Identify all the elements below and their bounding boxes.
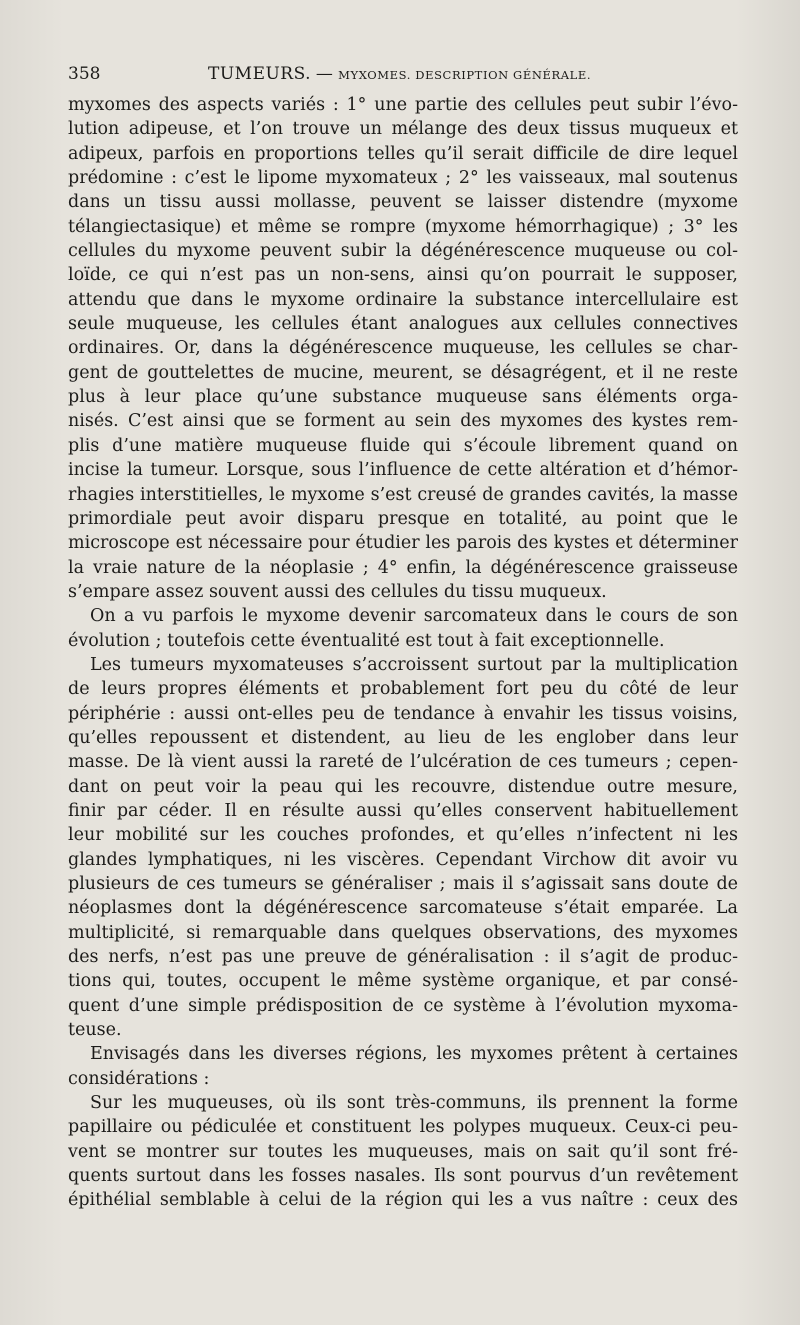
text-line: qu’elles repoussent et distendent, au lieu de les englober dans leur [68,727,738,748]
text-line: papillaire ou pédiculée et constituent les polypes muqueux. Ceux-ci peu- [68,1117,738,1138]
page-number: 358 [68,64,101,84]
text-line: vent se montrer sur toutes les muqueuses, mais on sait qu’il sont fré- [68,1141,738,1162]
text-line: de leurs propres éléments et probablement fort peu du côté de leur [68,679,738,700]
text-line: glandes lymphatiques, ni les viscères. Cependant Virchow dit avoir vu [68,849,738,870]
text-line: cellules du myxome peuvent subir la dégénérescence muqueuse ou col- [68,241,738,262]
text-line: attendu que dans le myxome ordinaire la substance intercellulaire est [68,289,738,310]
text-line: multiplicité, si remarquable dans quelques observations, des myxomes [68,922,738,943]
text-line: épithélial semblable à celui de la région qui les a vus naître : ceux des [68,1190,738,1211]
text-line: la vraie nature de la néoplasie ; 4° enfin, la dégénérescence graisseuse [68,557,738,578]
text-line: adipeux, parfois en proportions telles qu’il serait difficile de dire lequel [68,143,738,164]
body-text [68,93,738,1213]
text-line: plis d’une matière muqueuse fluide qui s’écoule librement quand on [68,435,738,456]
text-line: incise la tumeur. Lorsque, sous l’influence de cette altération et d’hémor- [68,460,738,481]
text-line: lution adipeuse, et l’on trouve un mélange des deux tissus muqueux et [68,119,738,140]
text-line: tions qui, toutes, occupent le même système organique, et par consé- [68,971,738,992]
text-line: prédomine : c’est le lipome myxomateux ; 2° les vaisseaux, mal soutenus [68,168,738,189]
header-title: TUMEURS. [208,64,312,84]
text-line: microscope est nécessaire pour étudier les parois des kystes et déterminer [68,533,738,554]
text-line: considérations : [68,1068,210,1089]
running-title [208,62,591,87]
text-line: s’empare assez souvent aussi des cellules du tissu muqueux. [68,581,607,602]
text-line: On a vu parfois le myxome devenir sarcomateux dans le cours de son [90,606,738,627]
text-line: leur mobilité sur les couches profondes, et qu’elles n’infectent ni les [68,825,738,846]
text-line: quent d’une simple prédisposition de ce système à l’évolution myxoma- [68,995,738,1016]
text-line: évolution ; toutefois cette éventualité est tout à fait exceptionnelle. [68,630,665,651]
text-line: masse. De là vient aussi la rareté de l’ulcération de ces tumeurs ; cepen- [68,752,738,773]
text-line: des nerfs, n’est pas une preuve de généralisation : il s’agit de produc- [68,947,738,968]
text-line: rhagies interstitielles, le myxome s’est creusé de grandes cavités, la masse [68,484,738,505]
text-line: plusieurs de ces tumeurs se généraliser ; mais il s’agissait sans doute de [68,874,738,894]
text-line: Envisagés dans les diverses régions, les myxomes prêtent à certaines [90,1044,738,1065]
text-line: néoplasmes dont la dégénérescence sarcomateuse s’était emparée. La [68,898,738,919]
text-line: plus à leur place qu’une substance muqueuse sans éléments orga- [68,387,738,408]
running-header [68,62,738,86]
text-line: myxomes des aspects variés : 1° une partie des cellules peut subir l’évo- [68,95,738,115]
text-line: quents surtout dans les fosses nasales. Ils sont pourvus d’un revêtement [68,1166,738,1187]
text-line: nisés. C’est ainsi que se forment au sein des myxomes des kystes rem- [68,411,738,432]
header-dash: — [315,64,334,84]
text-line: primordiale peut avoir disparu presque en totalité, au point que le [68,508,738,529]
text-line: finir par céder. Il en résulte aussi qu’elles conservent habituellement [68,800,738,821]
text-line: Les tumeurs myxomateuses s’accroissent surtout par la multiplication [90,654,738,675]
header-subtitle: MYXOMES. DESCRIPTION GÉNÉRALE. [338,68,592,82]
text-line: teuse. [68,1020,122,1041]
text-line: dant on peut voir la peau qui les recouvre, distendue outre mesure, [68,776,738,797]
text-line: loïde, ce qui n’est pas un non-sens, ainsi qu’on pourrait le supposer, [68,265,738,286]
text-line: Sur les muqueuses, où ils sont très-communs, ils prennent la forme [90,1093,738,1114]
text-line: gent de gouttelettes de mucine, meurent, se désagrégent, et il ne reste [68,362,738,383]
text-line: seule muqueuse, les cellules étant analogues aux cellules connectives [68,314,738,335]
text-line: télangiectasique) et même se rompre (myxome hémorrhagique) ; 3° les [68,216,738,237]
text-line: ordinaires. Or, dans la dégénérescence muqueuse, les cellules se char- [68,338,738,359]
text-line: périphérie : aussi ont-elles peu de tendance à envahir les tissus voisins, [68,703,738,724]
text-line: dans un tissu aussi mollasse, peuvent se laisser distendre (myxome [68,192,738,213]
